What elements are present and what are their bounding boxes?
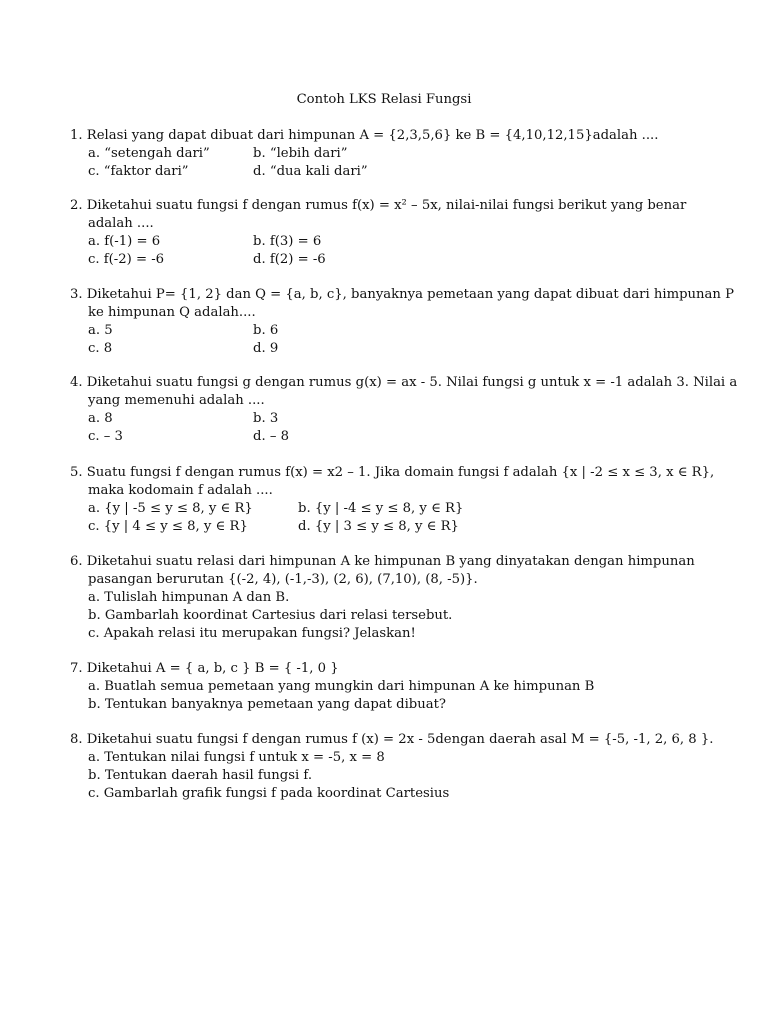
question-4-stem-cont: yang memenuhi adalah .... <box>88 393 265 408</box>
question-3-stem: 3. Diketahui P= {1, 2} dan Q = {a, b, c}, banyaknya pemetaan yang dapat dibuat dari himpunan P <box>70 287 734 302</box>
page-title: Contoh LKS Relasi Fungsi <box>296 92 472 107</box>
option-a: a. f(-1) = 6 <box>88 234 161 249</box>
option-b: b. 3 <box>253 411 279 426</box>
question-1-options-row-1 <box>70 145 710 163</box>
question-4 <box>70 374 738 446</box>
option-b: b. 6 <box>253 323 279 338</box>
option-c: c. – 3 <box>88 429 123 444</box>
option-a: a. {y | -5 ≤ y ≤ 8, y ∈ R} <box>88 501 253 516</box>
option-a: a. “setengah dari” <box>88 146 210 161</box>
option-d: d. “dua kali dari” <box>253 164 368 179</box>
option-a: a. 5 <box>88 323 113 338</box>
option-c: c. 8 <box>88 341 113 356</box>
question-7-sub-a: a. Buatlah semua pemetaan yang mungkin dari himpunan A ke himpunan B <box>88 679 595 694</box>
option-c: c. {y | 4 ≤ y ≤ 8, y ∈ R} <box>88 519 248 534</box>
question-2-options-row-2 <box>70 251 710 269</box>
question-4-options-row-2 <box>70 428 710 446</box>
question-5-stem-cont: maka kodomain f adalah .... <box>88 483 273 498</box>
question-7-stem: 7. Diketahui A = { a, b, c } B = { -1, 0 } <box>70 661 339 676</box>
question-4-options-row-1 <box>70 410 710 428</box>
option-d: d. f(2) = -6 <box>253 252 326 267</box>
question-6-sub-c: c. Apakah relasi itu merupakan fungsi? Jelaskan! <box>88 626 416 641</box>
question-5-options-row-1 <box>70 500 710 518</box>
question-2-options-row-1 <box>70 233 710 251</box>
question-5-stem: 5. Suatu fungsi f dengan rumus f(x) = x2 – 1. Jika domain fungsi f adalah {x | -2 ≤ x ≤ 3, x ∈ R}, <box>70 465 715 480</box>
question-1-options-row-2 <box>70 163 710 181</box>
question-5-options-row-2 <box>70 518 710 536</box>
option-d: d. – 8 <box>253 429 290 444</box>
option-b: b. {y | -4 ≤ y ≤ 8, y ∈ R} <box>298 501 464 516</box>
question-4-stem: 4. Diketahui suatu fungsi g dengan rumus g(x) = ax - 5. Nilai fungsi g untuk x = -1 adalah 3. Nilai a <box>70 375 738 390</box>
question-8-sub-a: a. Tentukan nilai fungsi f untuk x = -5, x = 8 <box>88 750 385 765</box>
option-c: c. “faktor dari” <box>88 164 189 179</box>
option-a: a. 8 <box>88 411 113 426</box>
question-1-stem: 1. Relasi yang dapat dibuat dari himpunan A = {2,3,5,6} ke B = {4,10,12,15}adalah .... <box>70 128 659 143</box>
question-6-stem-cont: pasangan berurutan {(-2, 4), (-1,-3), (2, 6), (7,10), (8, -5)}. <box>88 572 478 587</box>
question-7 <box>70 660 710 714</box>
question-8-stem: 8. Diketahui suatu fungsi f dengan rumus f (x) = 2x - 5dengan daerah asal M = {-5, -1, 2, 6, 8 }. <box>70 732 714 747</box>
question-6-sub-b: b. Gambarlah koordinat Cartesius dari relasi tersebut. <box>88 608 453 623</box>
question-3-stem-cont: ke himpunan Q adalah.... <box>88 305 256 320</box>
option-b: b. “lebih dari” <box>253 146 348 161</box>
question-2 <box>70 197 710 269</box>
question-2-stem-cont: adalah .... <box>88 216 154 231</box>
question-2-stem: 2. Diketahui suatu fungsi f dengan rumus f(x) = x² – 5x, nilai-nilai fungsi berikut yang benar <box>70 198 687 213</box>
option-c: c. f(-2) = -6 <box>88 252 165 267</box>
question-3-options-row-2 <box>70 340 710 358</box>
question-6-stem: 6. Diketahui suatu relasi dari himpunan A ke himpunan B yang dinyatakan dengan himpunan <box>70 554 695 569</box>
question-1 <box>70 127 710 181</box>
option-b: b. f(3) = 6 <box>253 234 322 249</box>
question-8 <box>70 731 714 803</box>
question-7-sub-b: b. Tentukan banyaknya pemetaan yang dapat dibuat? <box>88 697 446 712</box>
option-d: d. 9 <box>253 341 279 356</box>
question-6-sub-a: a. Tulislah himpunan A dan B. <box>88 590 290 605</box>
question-6 <box>70 553 710 643</box>
question-8-sub-b: b. Tentukan daerah hasil fungsi f. <box>88 768 313 783</box>
option-d: d. {y | 3 ≤ y ≤ 8, y ∈ R} <box>298 519 459 534</box>
question-3-options-row-1 <box>70 322 710 340</box>
question-3 <box>70 286 734 358</box>
question-5 <box>70 464 715 536</box>
question-8-sub-c: c. Gambarlah grafik fungsi f pada koordinat Cartesius <box>88 786 450 801</box>
